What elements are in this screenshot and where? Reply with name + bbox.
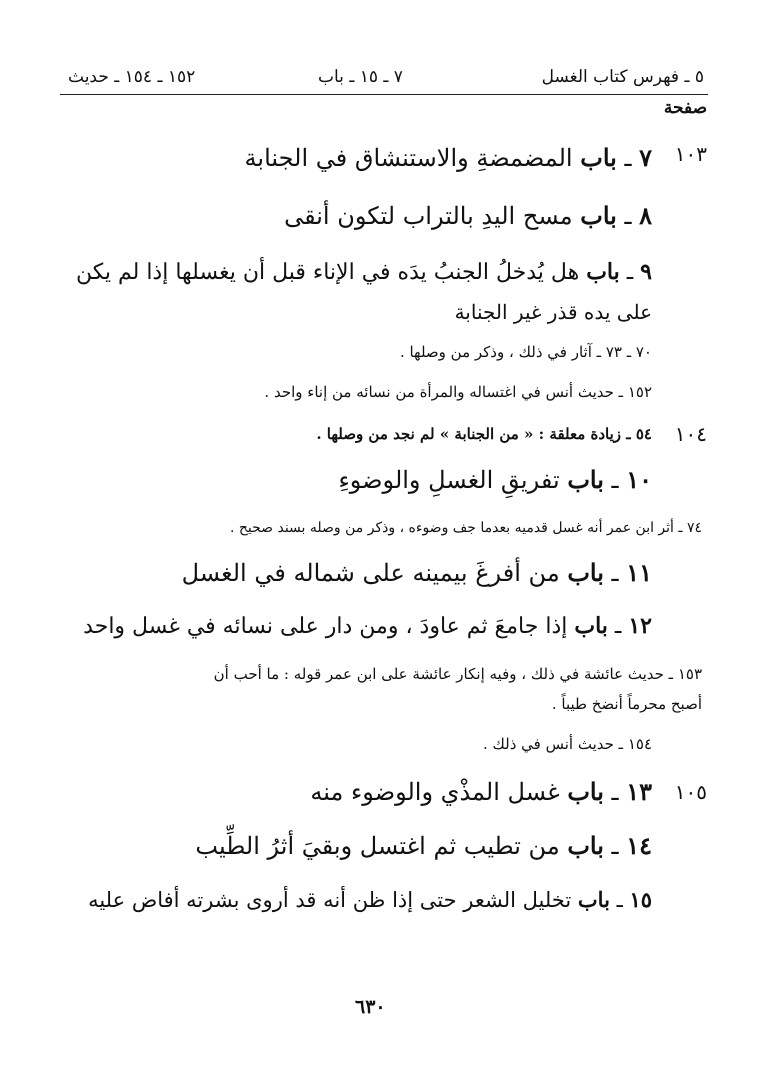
page-column-label: صفحة [663, 98, 707, 118]
chapter-9: ٩ ـ باب هل يُدخلُ الجنبُ يدَه في الإناء قبل أن يغسلها إذا لم يكن [75, 259, 652, 285]
chapter-keyword: باب [580, 201, 617, 230]
page-number-104: ١٠٤ [674, 422, 707, 446]
hadith-153-continuation: أصبح محرماً أنضخ طيباً . [551, 695, 702, 713]
athar-70-73: ٧٠ ـ ٧٣ ـ آثار في ذلك ، وذكر من وصلها . [399, 343, 652, 361]
chapter-keyword: باب [580, 143, 617, 172]
chapter-number: ١٣ [626, 777, 652, 806]
chapter-number: ١٢ [628, 613, 652, 639]
chapter-10: ١٠ ـ باب تفريقِ الغسلِ والوضوءِ [338, 465, 652, 494]
chapter-number: ١٠ [626, 465, 652, 494]
chapter-15: ١٥ ـ باب تخليل الشعر حتى إذا ظن أنه قد أروى بشرته أفاض عليه [88, 887, 652, 912]
chapter-title: من تطيب ثم اغتسل وبقيَ أثرُ الطِّيب [195, 832, 560, 860]
header-rule [60, 94, 708, 95]
chapter-number: ١١ [626, 558, 652, 587]
chapter-13: ١٣ ـ باب غسل المذْي والوضوء منه [310, 777, 652, 806]
page-number-105: ١٠٥ [674, 780, 707, 804]
header-section-range: ٧ ـ ١٥ ـ باب [318, 67, 403, 87]
header-chapter-title: ٥ ـ فهرس كتاب الغسل [541, 67, 704, 87]
chapter-number: ١٥ [629, 887, 652, 912]
chapter-keyword: باب [567, 777, 604, 806]
chapter-keyword: باب [574, 613, 608, 639]
chapter-number: ٧ [639, 143, 652, 172]
chapter-number: ١٤ [626, 831, 652, 860]
chapter-12: ١٢ ـ باب إذا جامعَ ثم عاودَ ، ومن دار على نسائه في غسل واحد [83, 613, 652, 639]
addition-54: ٥٤ ـ زيادة معلقة : « من الجنابة » لم نجد من وصلها . [316, 425, 652, 443]
chapter-title: المضمضةِ والاستنشاق في الجنابة [244, 144, 573, 172]
chapter-keyword: باب [567, 831, 604, 860]
footer-page-number: ٦٣٠ [355, 996, 386, 1018]
chapter-number: ٨ [639, 201, 652, 230]
chapter-keyword: باب [567, 465, 604, 494]
chapter-title: إذا جامعَ ثم عاودَ ، ومن دار على نسائه في غسل واحد [83, 614, 568, 639]
header-hadith-range: ١٥٢ ـ ١٥٤ ـ حديث [68, 67, 196, 87]
chapter-title: مسح اليدِ بالتراب لتكون أنقى [284, 202, 573, 230]
chapter-9-continuation: على يده قذر غير الجنابة [454, 300, 652, 324]
chapter-keyword: باب [577, 887, 610, 912]
chapter-keyword: باب [586, 259, 620, 285]
chapter-title: هل يُدخلُ الجنبُ يدَه في الإناء قبل أن يغسلها إذا لم يكن [75, 260, 580, 285]
chapter-title: من أفرغَ بيمينه على شماله في الغسل [181, 559, 560, 587]
chapter-title: تخليل الشعر حتى إذا ظن أنه قد أروى بشرته أفاض عليه [88, 888, 572, 912]
chapter-keyword: باب [567, 558, 604, 587]
chapter-14: ١٤ ـ باب من تطيب ثم اغتسل وبقيَ أثرُ الطِّيب [195, 831, 652, 860]
chapter-8: ٨ ـ باب مسح اليدِ بالتراب لتكون أنقى [284, 201, 652, 230]
hadith-153: ١٥٣ ـ حديث عائشة في ذلك ، وفيه إنكار عائشة على ابن عمر قوله : ما أحب أن [213, 665, 702, 683]
chapter-number: ٩ [640, 259, 652, 285]
hadith-152: ١٥٢ ـ حديث أنس في اغتساله والمرأة من نسائه من إناء واحد . [264, 383, 652, 401]
chapter-7: ٧ ـ باب المضمضةِ والاستنشاق في الجنابة [244, 143, 652, 172]
chapter-title: غسل المذْي والوضوء منه [310, 778, 560, 806]
page-number-103: ١٠٣ [674, 142, 707, 166]
hadith-154: ١٥٤ ـ حديث أنس في ذلك . [482, 735, 652, 753]
athar-74: ٧٤ ـ أثر ابن عمر أنه غسل قدميه بعدما جف وضوءه ، وذكر من وصله بسند صحيح . [229, 520, 702, 536]
chapter-11: ١١ ـ باب من أفرغَ بيمينه على شماله في الغسل [181, 558, 652, 587]
chapter-title: تفريقِ الغسلِ والوضوءِ [338, 466, 560, 494]
